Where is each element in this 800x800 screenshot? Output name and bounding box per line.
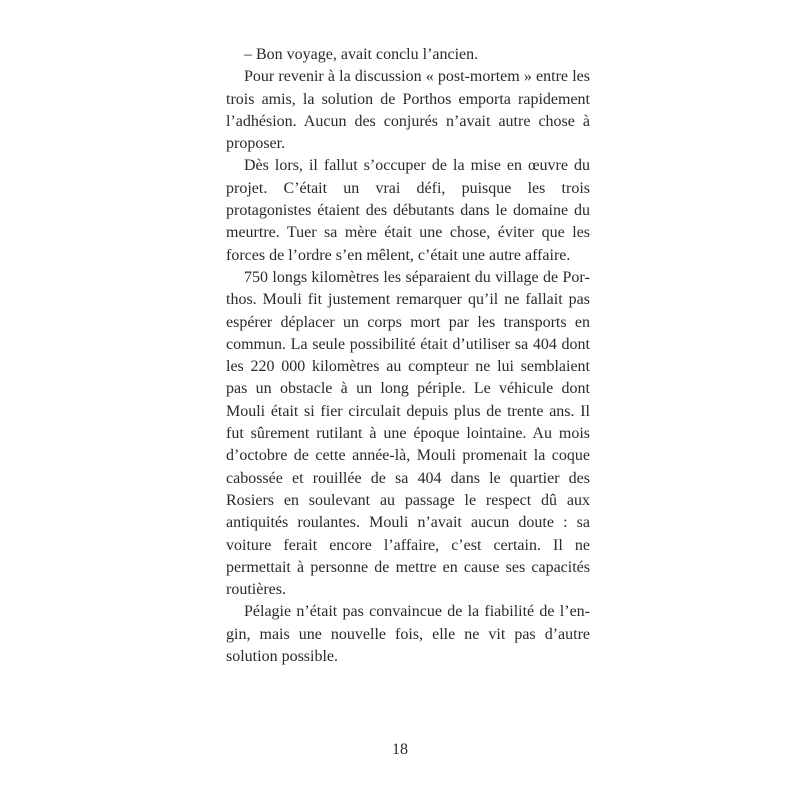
paragraph: 750 longs kilomètres les séparaient du village de Porthos. Mouli fit justement remarquer qu’il ne fallait pas espérer déplacer un corps mort par les transports en commun. La seule possibilité était d’utiliser sa 404 dont les 220 000 kilomètres au compteur ne lui semblaient pas un obstacle à un long périple. Le véhicule dont Mouli était si fier circulait depuis plus de trente ans. Il fut sûrement rutilant à une époque lointaine. Au mois d’octobre de cette année-là, Mouli promenait la coque cabossée et rouillée de sa 404 dans le quartier des Rosiers en soulevant au passage le respect dû aux antiquités roulantes. Mouli n’avait aucun doute : sa voiture ferait encore l’affaire, c’est certain. Il ne permettait à personne de mettre en cause ses capacités routières. xyxy=(226,268,590,599)
page-number: 18 xyxy=(392,741,408,758)
paragraph: Dès lors, il fallut s’occuper de la mise en œuvre du projet. C’était un vrai défi, puisque les trois protagonistes étaient des débutants dans le domaine du meurtre. Tuer sa mère était une chose, éviter que les forces de l’ordre s’en mêlent, c’était une autre affaire. xyxy=(226,157,590,264)
paragraph: – Bon voyage, avait conclu l’ancien. xyxy=(244,46,479,63)
paragraph: Pour revenir à la discussion « post-mortem » entre les trois amis, la solution de Porthos emporta rapidement l’adhésion. Aucun des conjurés n’avait autre chose à proposer. xyxy=(226,68,590,153)
paragraph: Pélagie n’était pas convaincue de la fiabilité de l’engin, mais une nouvelle fois, elle ne vit pas d’autre solution possible. xyxy=(226,603,590,666)
body-text xyxy=(226,44,590,668)
